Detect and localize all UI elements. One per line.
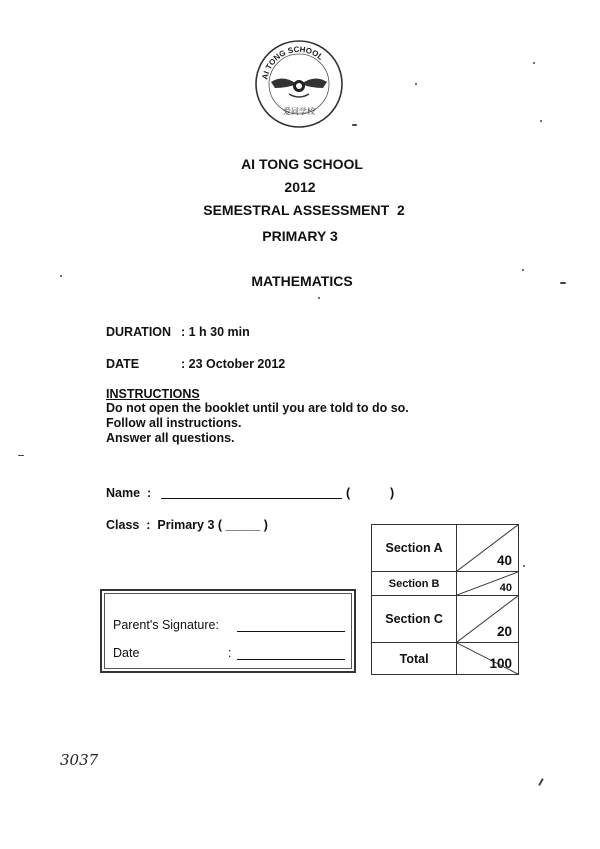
signature-box-inner bbox=[104, 593, 352, 669]
scan-speck bbox=[318, 297, 320, 299]
name-field[interactable] bbox=[161, 498, 342, 499]
score-cell[interactable] bbox=[457, 525, 519, 572]
section-name: Section C bbox=[372, 596, 457, 643]
school-logo bbox=[253, 38, 345, 130]
score-cell[interactable] bbox=[457, 596, 519, 643]
score-cell[interactable] bbox=[457, 643, 519, 675]
school-name: AI TONG SCHOOL bbox=[241, 156, 363, 172]
instructions-heading: INSTRUCTIONS bbox=[106, 387, 200, 401]
school-crest-icon bbox=[253, 38, 345, 130]
parent-signature-box bbox=[100, 589, 356, 673]
duration-value: : 1 h 30 min bbox=[181, 325, 250, 339]
score-cell[interactable] bbox=[457, 572, 519, 596]
scan-speck bbox=[352, 124, 357, 126]
svg-text:AI TONG SCHOOL: AI TONG SCHOOL bbox=[260, 44, 325, 81]
instruction-line: Do not open the booklet until you are told to do so. bbox=[106, 401, 409, 415]
scan-speck bbox=[60, 275, 62, 277]
handwritten-number: 3037 bbox=[60, 751, 99, 769]
total-max-mark: 100 bbox=[489, 656, 512, 671]
section-max-mark: 40 bbox=[499, 582, 512, 594]
instruction-line: Follow all instructions. bbox=[106, 416, 242, 430]
register-number-close: ) bbox=[390, 486, 395, 500]
scan-speck bbox=[533, 62, 535, 64]
section-name: Section B bbox=[372, 572, 457, 596]
section-name: Total bbox=[372, 643, 457, 675]
signature-date-label: Date bbox=[113, 646, 140, 660]
table-row bbox=[372, 525, 519, 572]
scan-speck bbox=[538, 778, 544, 786]
table-row bbox=[372, 596, 519, 643]
section-max-mark: 20 bbox=[496, 624, 512, 639]
subject-title: MATHEMATICS bbox=[251, 273, 353, 289]
table-row bbox=[372, 572, 519, 596]
svg-text:爱同学校: 爱同学校 bbox=[283, 107, 315, 116]
grade-level: PRIMARY 3 bbox=[262, 228, 338, 244]
scan-speck bbox=[560, 282, 566, 284]
table-row bbox=[372, 643, 519, 675]
scan-speck bbox=[540, 120, 542, 122]
parent-signature-field[interactable] bbox=[237, 631, 345, 632]
assessment-title: SEMESTRAL ASSESSMENT 2 bbox=[203, 202, 405, 218]
section-max-mark: 40 bbox=[496, 553, 512, 568]
scan-speck bbox=[523, 565, 525, 567]
register-number-open: ( bbox=[346, 486, 351, 500]
signature-date-colon: : bbox=[228, 646, 232, 660]
scan-speck bbox=[415, 83, 417, 85]
name-label: Name : bbox=[106, 486, 152, 500]
class-label: Class : Primary 3 ( _____ ) bbox=[106, 518, 268, 532]
scan-speck bbox=[18, 455, 24, 456]
date-label: DATE bbox=[106, 357, 140, 371]
score-table bbox=[371, 524, 519, 675]
instruction-line: Answer all questions. bbox=[106, 431, 235, 445]
date-value: : 23 October 2012 bbox=[181, 357, 286, 371]
duration-label: DURATION bbox=[106, 325, 172, 339]
section-name: Section A bbox=[372, 525, 457, 572]
parent-signature-label: Parent's Signature: bbox=[113, 618, 219, 632]
exam-year: 2012 bbox=[284, 179, 316, 195]
signature-date-field[interactable] bbox=[237, 659, 345, 660]
scan-speck bbox=[522, 269, 524, 271]
